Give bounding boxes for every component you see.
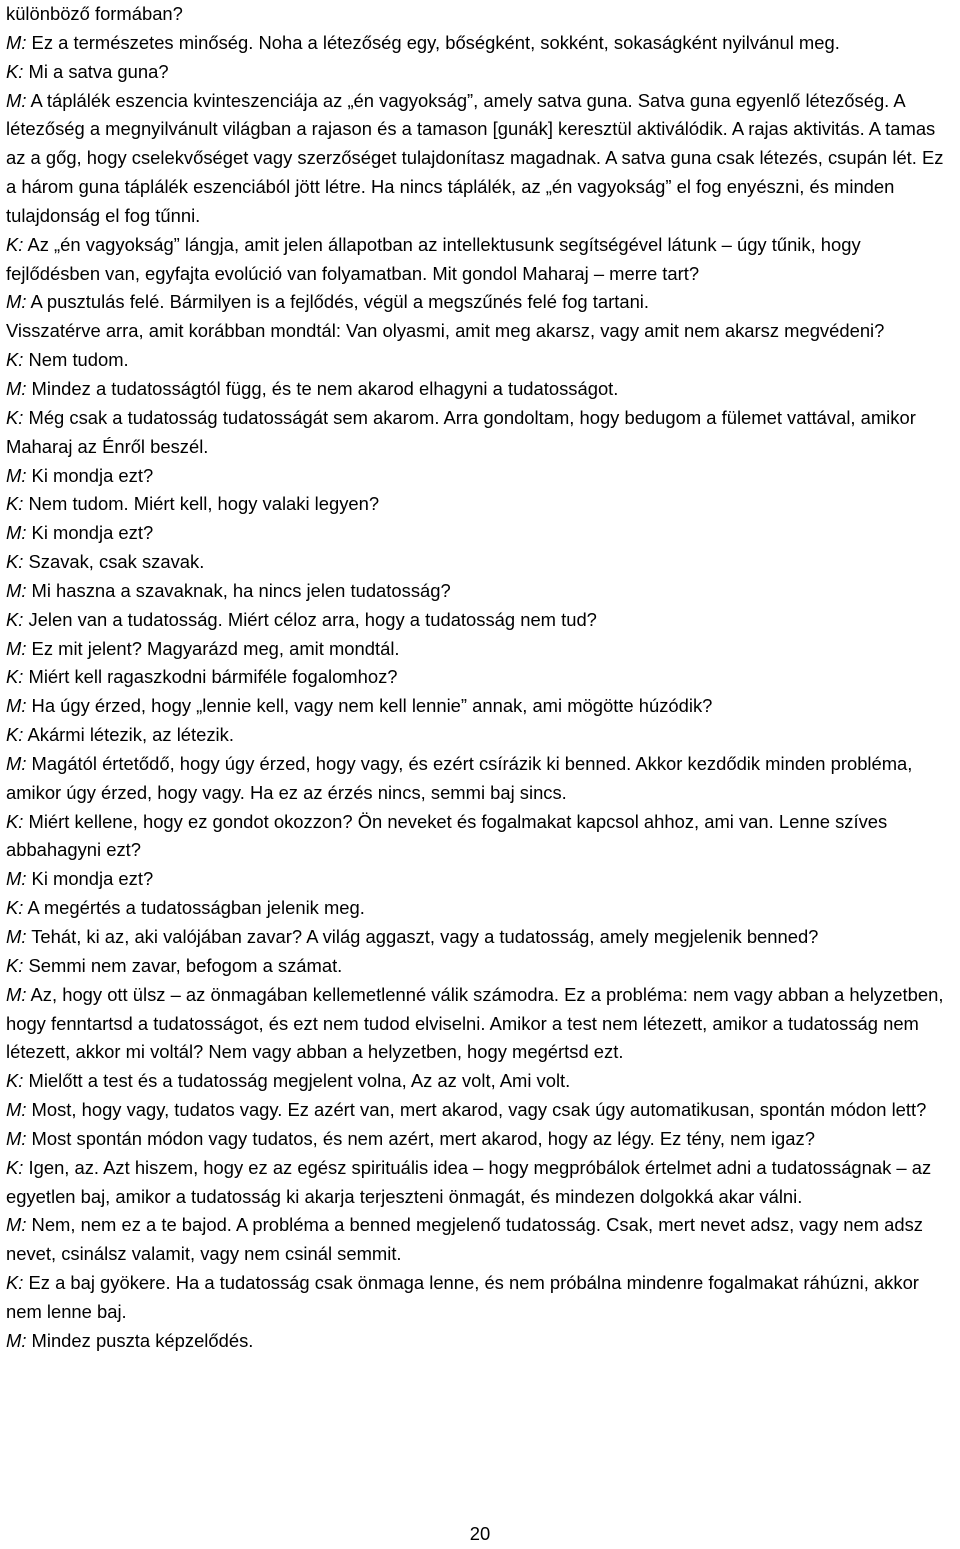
speaker-label: K: (6, 1156, 24, 1178)
paragraph-text: Nem tudom. Miért kell, hogy valaki legyen? (23, 493, 380, 515)
text-paragraph (6, 346, 956, 375)
speaker-label: M: (6, 1127, 27, 1149)
paragraph-text: Szavak, csak szavak. (23, 551, 205, 573)
text-paragraph (6, 1211, 956, 1269)
text-paragraph (6, 981, 956, 1068)
paragraph-text: Mielőtt a test és a tudatosság megjelent volna, Az az volt, Ami volt. (23, 1070, 571, 1092)
paragraph-text: Visszatérve arra, amit korábban mondtál: Van olyasmi, amit meg akarsz, vagy amit nem akarsz megvédeni? (6, 320, 885, 342)
speaker-label: K: (6, 724, 24, 746)
paragraph-text: Nem, nem ez a te bajod. A probléma a benned megjelenő tudatosság. Csak, mert nevet adsz, vagy nem adsz nevet, csinálsz valamit, vagy nem csinál semmit. (6, 1214, 923, 1265)
paragraph-text: Igen, az. Azt hiszem, hogy ez az egész spirituális idea – hogy megpróbálok értelmet adni a tudatosságnak – az egyetlen baj, amikor a tudatosság ki akarja terjeszteni önmagát, és mindezen dolgokká akar válni. (6, 1156, 932, 1207)
speaker-label: M: (6, 926, 27, 947)
text-paragraph (6, 490, 956, 519)
text-paragraph (6, 1125, 956, 1154)
paragraph-text: Magától értetődő, hogy úgy érzed, hogy vagy, és ezért csírázik ki benned. Akkor kezdődik minden probléma, amikor úgy érzed, hogy vagy. Ha ez az érzés nincs, semmi baj sincs. (6, 752, 913, 803)
paragraph-text: Miért kell ragaszkodni bármiféle fogalomhoz? (23, 666, 398, 688)
paragraph-text: A megértés a tudatosságban jelenik meg. (23, 897, 365, 919)
speaker-label: M: (6, 695, 27, 717)
text-paragraph (6, 1327, 956, 1356)
speaker-label: K: (6, 666, 24, 688)
speaker-label: K: (6, 60, 24, 82)
paragraph-text: Mi a satva guna? (23, 60, 169, 82)
speaker-label: K: (6, 493, 24, 515)
speaker-label: K: (6, 954, 24, 976)
paragraph-text: Ki mondja ezt? (26, 868, 154, 890)
text-paragraph (6, 548, 956, 577)
speaker-label: M: (6, 377, 27, 399)
paragraph-text: A táplálék eszencia kvinteszenciája az „én vagyokság”, amely satva guna. Satva guna egyenlő létezőség. A létezőség a megnyilvánult világban a rajason és a tamason [gunák] keresztül aktiválódik. A rajas aktivitás. A tamas az a gőg, hogy cselekvőséget vagy szerzőséget tulajdonítasz magadnak. A satva guna csak létezés, csupán lét. Ez a három guna táplálék eszenciából jött létre. Ha nincs táplálék, az „én vagyokság” el fog enyészni, és minden tulajdonság el fog tűnni. (6, 89, 944, 226)
paragraph-text: Most spontán módon vagy tudatos, és nem azért, mert akarod, hogy az légy. Ez tény, nem igaz? (26, 1127, 815, 1149)
text-paragraph (6, 462, 956, 491)
paragraph-text: A pusztulás felé. Bármilyen is a fejlődés, végül a megszűnés felé fog tartani. (26, 291, 649, 313)
text-paragraph (6, 577, 956, 606)
text-paragraph (6, 519, 956, 548)
paragraph-text: Ez a természetes minőség. Noha a létezőség egy, bőségként, sokként, sokaságként nyilvánul meg. (26, 31, 840, 53)
text-paragraph (6, 894, 956, 923)
text-paragraph (6, 952, 956, 981)
page-number: 20 (469, 1523, 491, 1544)
speaker-label: M: (6, 464, 27, 486)
paragraph-text: Tehát, ki az, aki valójában zavar? A világ aggaszt, vagy a tudatosság, amely megjelenik benned? (26, 926, 819, 947)
paragraph-text: Ki mondja ezt? (26, 522, 154, 544)
speaker-label: M: (6, 1214, 27, 1236)
paragraph-text: Most, hogy vagy, tudatos vagy. Ez azért van, mert akarod, vagy csak úgy automatikusan, spontán módon lett? (26, 1099, 927, 1121)
speaker-label: M: (6, 983, 27, 1005)
paragraph-text: Mi haszna a szavaknak, ha nincs jelen tudatosság? (26, 579, 451, 601)
speaker-label: M: (6, 291, 27, 313)
speaker-label: K: (6, 1272, 24, 1294)
paragraph-text: Mindez a tudatosságtól függ, és te nem akarod elhagyni a tudatosságot. (26, 377, 619, 399)
text-paragraph (6, 808, 956, 866)
text-paragraph (6, 87, 956, 231)
paragraph-text: Nem tudom. (23, 349, 129, 371)
text-paragraph (6, 1067, 956, 1096)
text-paragraph (6, 1269, 956, 1327)
paragraph-text: Ez mit jelent? Magyarázd meg, amit mondtál. (26, 637, 400, 659)
text-paragraph (6, 663, 956, 692)
paragraph-text: Még csak a tudatosság tudatosságát sem akarom. Arra gondoltam, hogy bedugom a fülemet vattával, amikor Maharaj az Énről beszél. (6, 406, 916, 457)
paragraph-text: Ha úgy érzed, hogy „lennie kell, vagy nem kell lennie” annak, ami mögötte húzódik? (26, 695, 713, 717)
speaker-label: M: (6, 522, 27, 544)
text-paragraph (6, 635, 956, 664)
text-paragraph (6, 865, 956, 894)
paragraph-text: Semmi nem zavar, befogom a számat. (23, 954, 343, 976)
speaker-label: K: (6, 233, 24, 255)
speaker-label: K: (6, 406, 24, 428)
text-paragraph (6, 288, 956, 317)
speaker-label: M: (6, 1329, 27, 1351)
speaker-label: M: (6, 31, 27, 53)
speaker-label: K: (6, 1070, 24, 1092)
speaker-label: K: (6, 551, 24, 573)
paragraph-text: Az, hogy ott ülsz – az önmagában kellemetlenné válik számodra. Ez a probléma: nem vagy abban a helyzetben, hogy fenntartsd a tudatosságot, és ezt nem tudod elviselni. Amikor a test nem létezett, amikor a tudatosság nem létezett, akkor mi voltál? Nem vagy abban a helyzetben, hogy megértsd ezt. (6, 983, 944, 1063)
text-paragraph (6, 317, 956, 346)
speaker-label: M: (6, 752, 27, 774)
document-page (6, 0, 956, 1356)
text-paragraph (6, 0, 956, 29)
paragraph-text: Jelen van a tudatosság. Miért céloz arra, hogy a tudatosság nem tud? (23, 608, 597, 630)
speaker-label: K: (6, 810, 24, 832)
text-paragraph (6, 231, 956, 289)
text-paragraph (6, 404, 956, 462)
paragraph-text: Mindez puszta képzelődés. (26, 1329, 254, 1351)
speaker-label: M: (6, 868, 27, 890)
paragraph-text: Az „én vagyokság” lángja, amit jelen állapotban az intellektusunk segítségével látunk – úgy tűnik, hogy fejlődésben van, egyfajta evolúció van folyamatban. Mit gondol Maharaj – merre tart? (6, 233, 861, 284)
paragraph-text: Ki mondja ezt? (26, 464, 154, 486)
speaker-label: M: (6, 1099, 27, 1121)
text-paragraph (6, 29, 956, 58)
speaker-label: M: (6, 579, 27, 601)
text-paragraph (6, 1096, 956, 1125)
paragraph-text: Ez a baj gyökere. Ha a tudatosság csak önmaga lenne, és nem próbálna mindenre fogalmakat ráhúzni, akkor nem lenne baj. (6, 1272, 919, 1322)
speaker-label: K: (6, 349, 24, 371)
speaker-label: K: (6, 897, 24, 919)
speaker-label: M: (6, 89, 27, 111)
speaker-label: K: (6, 608, 24, 630)
text-paragraph (6, 750, 956, 808)
text-paragraph (6, 375, 956, 404)
paragraph-text: Akármi létezik, az létezik. (23, 724, 234, 746)
text-paragraph (6, 692, 956, 721)
text-paragraph (6, 606, 956, 635)
text-paragraph (6, 1154, 956, 1212)
text-paragraph (6, 923, 956, 952)
speaker-label: M: (6, 637, 27, 659)
text-paragraph (6, 58, 956, 87)
text-paragraph (6, 721, 956, 750)
paragraph-text: különböző formában? (6, 3, 183, 24)
paragraph-text: Miért kellene, hogy ez gondot okozzon? Ön neveket és fogalmakat kapcsol ahhoz, ami van. Lenne szíves abbahagyni ezt? (6, 810, 888, 861)
